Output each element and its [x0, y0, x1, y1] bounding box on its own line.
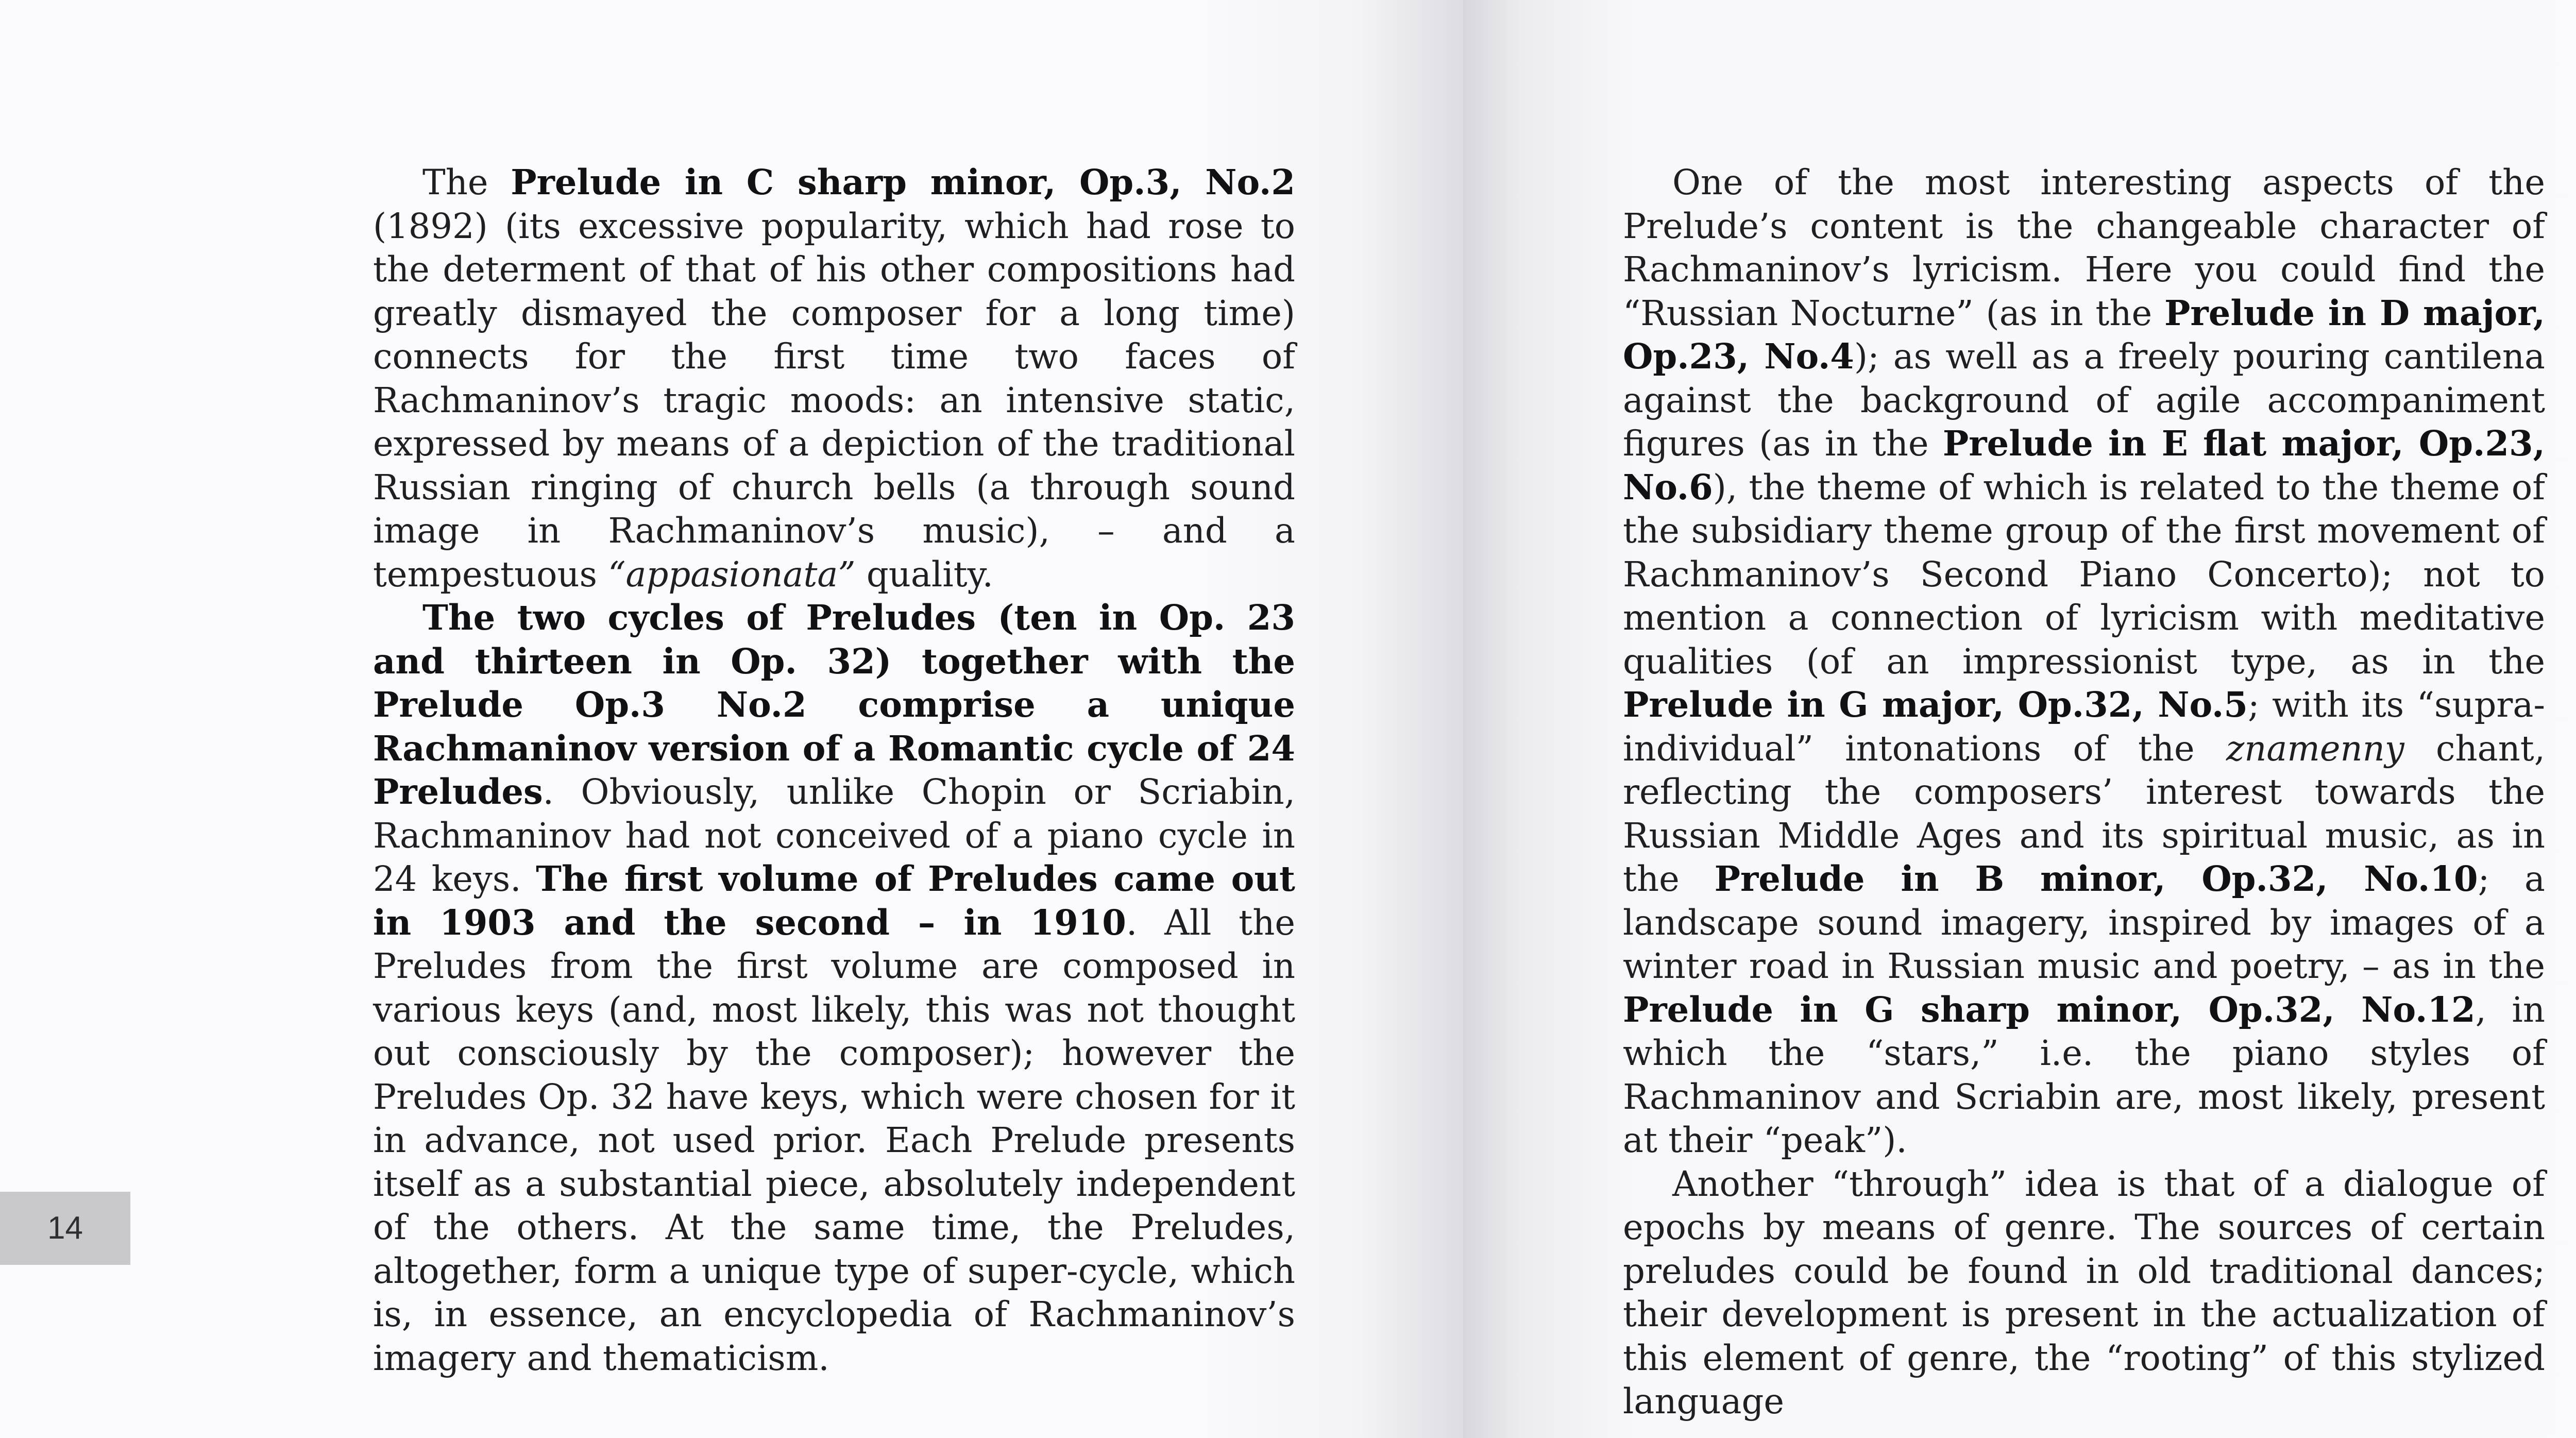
text-run: The: [422, 162, 511, 202]
bold-text-run: Prelude in G sharp minor, Op.32, No.12: [1623, 989, 2476, 1030]
text-run: (1892) (its excessive popularity, which had rose to the determent of that of his other compositions had greatly dismayed the composer for a long time) connects for the first time two faces of Rachmaninov’s tragic moods: an intensive static, expressed by means of a depiction of the traditional Russian ringing of church bells (a through sound image in Rachmaninov’s music), – and a tempestuous: [373, 206, 1295, 595]
italic-text-run: znamenny: [2226, 728, 2404, 769]
bold-text-run: Prelude in C sharp minor, Op.3, No.2: [511, 162, 1296, 202]
bold-text-run: Prelude in B minor, Op.32, No.10: [1714, 858, 2478, 899]
left-paragraph-1: [373, 161, 1295, 596]
text-run: , in which the “stars,” i.e. the piano styles of Rachmaninov and Scriabin are, most likely, present at their “peak”).: [1623, 989, 2545, 1160]
right-page-text: [1623, 161, 2545, 1424]
right-paragraph-2: [1623, 1162, 2545, 1424]
italic-text-run: “appasionata”: [608, 554, 856, 595]
text-run: ); as well as a freely pouring cantilena against the background of agile accompaniment figures (as in the: [1623, 336, 2545, 464]
text-run: . All the Preludes from the first volume are composed in various keys (and, most likely, this was not thought out consciously by the composer); however the Preludes Op. 32 have keys, which were chosen for it in advance, not used prior. Each Prelude presents itself as a substantial piece, absolutely independent of the others. At the same time, the Preludes, altogether, form a unique type of super-cycle, which is, in essence, an encyclopedia of Rachmaninov’s imagery and thematicism.: [373, 902, 1296, 1378]
text-run: chant, reflecting the composers’ interest towards the Russian Middle Ages and its spiritual music, as in the: [1623, 728, 2545, 899]
bold-text-run: The first volume of Preludes came out in 1903 and the second – in 1910: [373, 858, 1295, 943]
bold-text-run: The two cycles of Preludes (ten in Op. 23 and thirteen in Op. 32) together with the Prelude Op.3 No.2 comprise a unique Rachmaninov version of a Romantic cycle of 24 Preludes: [373, 597, 1295, 812]
text-run: Another “through” idea is that of a dialogue of epochs by means of genre. The sources of certain preludes could be found in old traditional dances; their development is present in the actualization of this element of genre, the “rooting” of this stylized language: [1623, 1163, 2545, 1422]
text-run: . Obviously, unlike Chopin or Scriabin, Rachmaninov had not conceived of a piano cycle in 24 keys.: [373, 772, 1295, 899]
text-run: quality.: [855, 554, 993, 595]
right-paragraph-1: [1623, 161, 2545, 1162]
text-run: ; a landscape sound imagery, inspired by images of a winter road in Russian music and poetry, – as in the: [1623, 859, 2545, 986]
bold-text-run: Prelude in G major, Op.32, No.5: [1623, 684, 2248, 725]
bold-text-run: Prelude in E flat major, Op.23, No.6: [1623, 423, 2545, 507]
left-page-text: [373, 161, 1295, 1380]
left-paragraph-2: [373, 596, 1295, 1380]
text-run: ; with its “supra-individual” intonations of the: [1623, 685, 2545, 769]
text-run: One of the most interesting aspects of the Prelude’s content is the changeable character of Rachmaninov’s lyricism. Here you could find the “Russian Nocturne” (as in the: [1623, 162, 2545, 333]
bold-text-run: Prelude in D major, Op.23, No.4: [1623, 292, 2545, 377]
text-run: ), the theme of which is related to the theme of the subsidiary theme group of the first movement of Rachmaninov’s Second Piano Concerto); not to mention a connection of lyricism with meditative qualities (of an impressionist type, as in the: [1623, 467, 2545, 682]
page-number-left: 14: [0, 1192, 130, 1265]
right-page: [1463, 0, 2576, 1438]
